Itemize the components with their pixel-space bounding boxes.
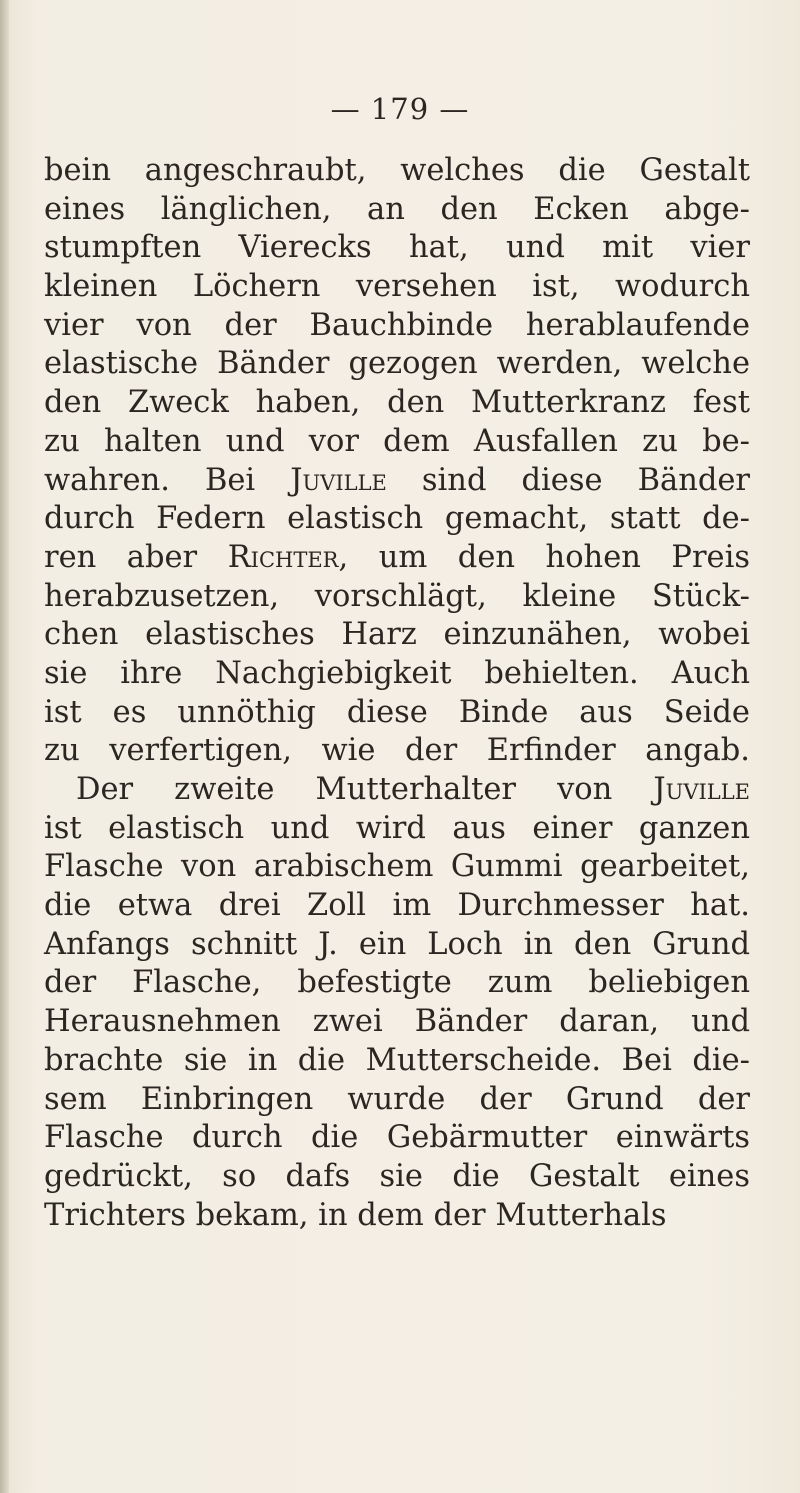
text-line: brachte sie in die Mutterscheide. Bei die- [44,1042,750,1078]
body-text [44,152,750,1235]
text-line: eines länglichen, an den Ecken abge- [44,191,750,227]
text-line: gedrückt, so dafs sie die Gestalt eines [44,1158,750,1194]
text-line [44,771,750,810]
text-line: Anfangs schnitt J. ein Loch in den Grund [44,926,750,962]
text-line: der Flasche, befestigte zum beliebigen [44,965,750,1001]
text-segment: sind diese Bänder [386,462,750,498]
page-binding-edge [0,0,9,1493]
text-line: Flasche durch die Gebärmutter einwärts [44,1120,750,1156]
text-line: bein angeschraubt, welches die Gestalt [44,153,750,188]
text-line: zu verfertigen, wie der Erfinder angab. [44,733,750,769]
text-line: durch Federn elastisch gemacht, statt de- [44,501,750,537]
text-line: herabzusetzen, vorschlägt, kleine Stück- [44,578,750,614]
text-segment: , um den hohen Preis [338,539,750,575]
text-line: vier von der Bauchbinde herablaufende [44,307,750,343]
text-line: sem Einbringen wurde der Grund der [44,1081,750,1117]
author-name: Richter [227,539,339,575]
text-segment: wahren. Bei [44,462,291,498]
text-line: den Zweck haben, den Mutterkranz fest [44,385,750,421]
text-line: Flasche von arabischem Gummi gearbeitet, [44,849,750,885]
text-line: chen elastisches Harz einzunähen, wobei [44,617,750,653]
text-line: stumpften Vierecks hat, und mit vier [44,230,750,266]
text-line: die etwa drei Zoll im Durchmesser hat. [44,888,750,924]
text-segment: ren aber [44,539,228,575]
text-line: kleinen Löchern versehen ist, wodurch [44,269,750,305]
page-number: — 179 — [330,92,470,126]
text-line: sie ihre Nachgiebigkeit behielten. Auch [44,655,750,691]
text-line: zu halten und vor dem Ausfallen zu be- [44,423,750,459]
text-line: ist elastisch und wird aus einer ganzen [44,810,750,846]
text-line [44,462,750,501]
text-line: Trichters bekam, in dem der Mutterhals [44,1197,667,1233]
text-line: elastische Bänder gezogen werden, welche [44,346,750,382]
author-name: Juville [290,462,387,498]
text-line: ist es unnöthig diese Binde aus Seide [44,694,750,730]
author-name: Juville [653,772,750,807]
text-line: Herausnehmen zwei Bänder daran, und [44,1004,750,1040]
text-line [44,539,750,578]
text-segment: Der zweite Mutterhalter von [76,772,654,807]
